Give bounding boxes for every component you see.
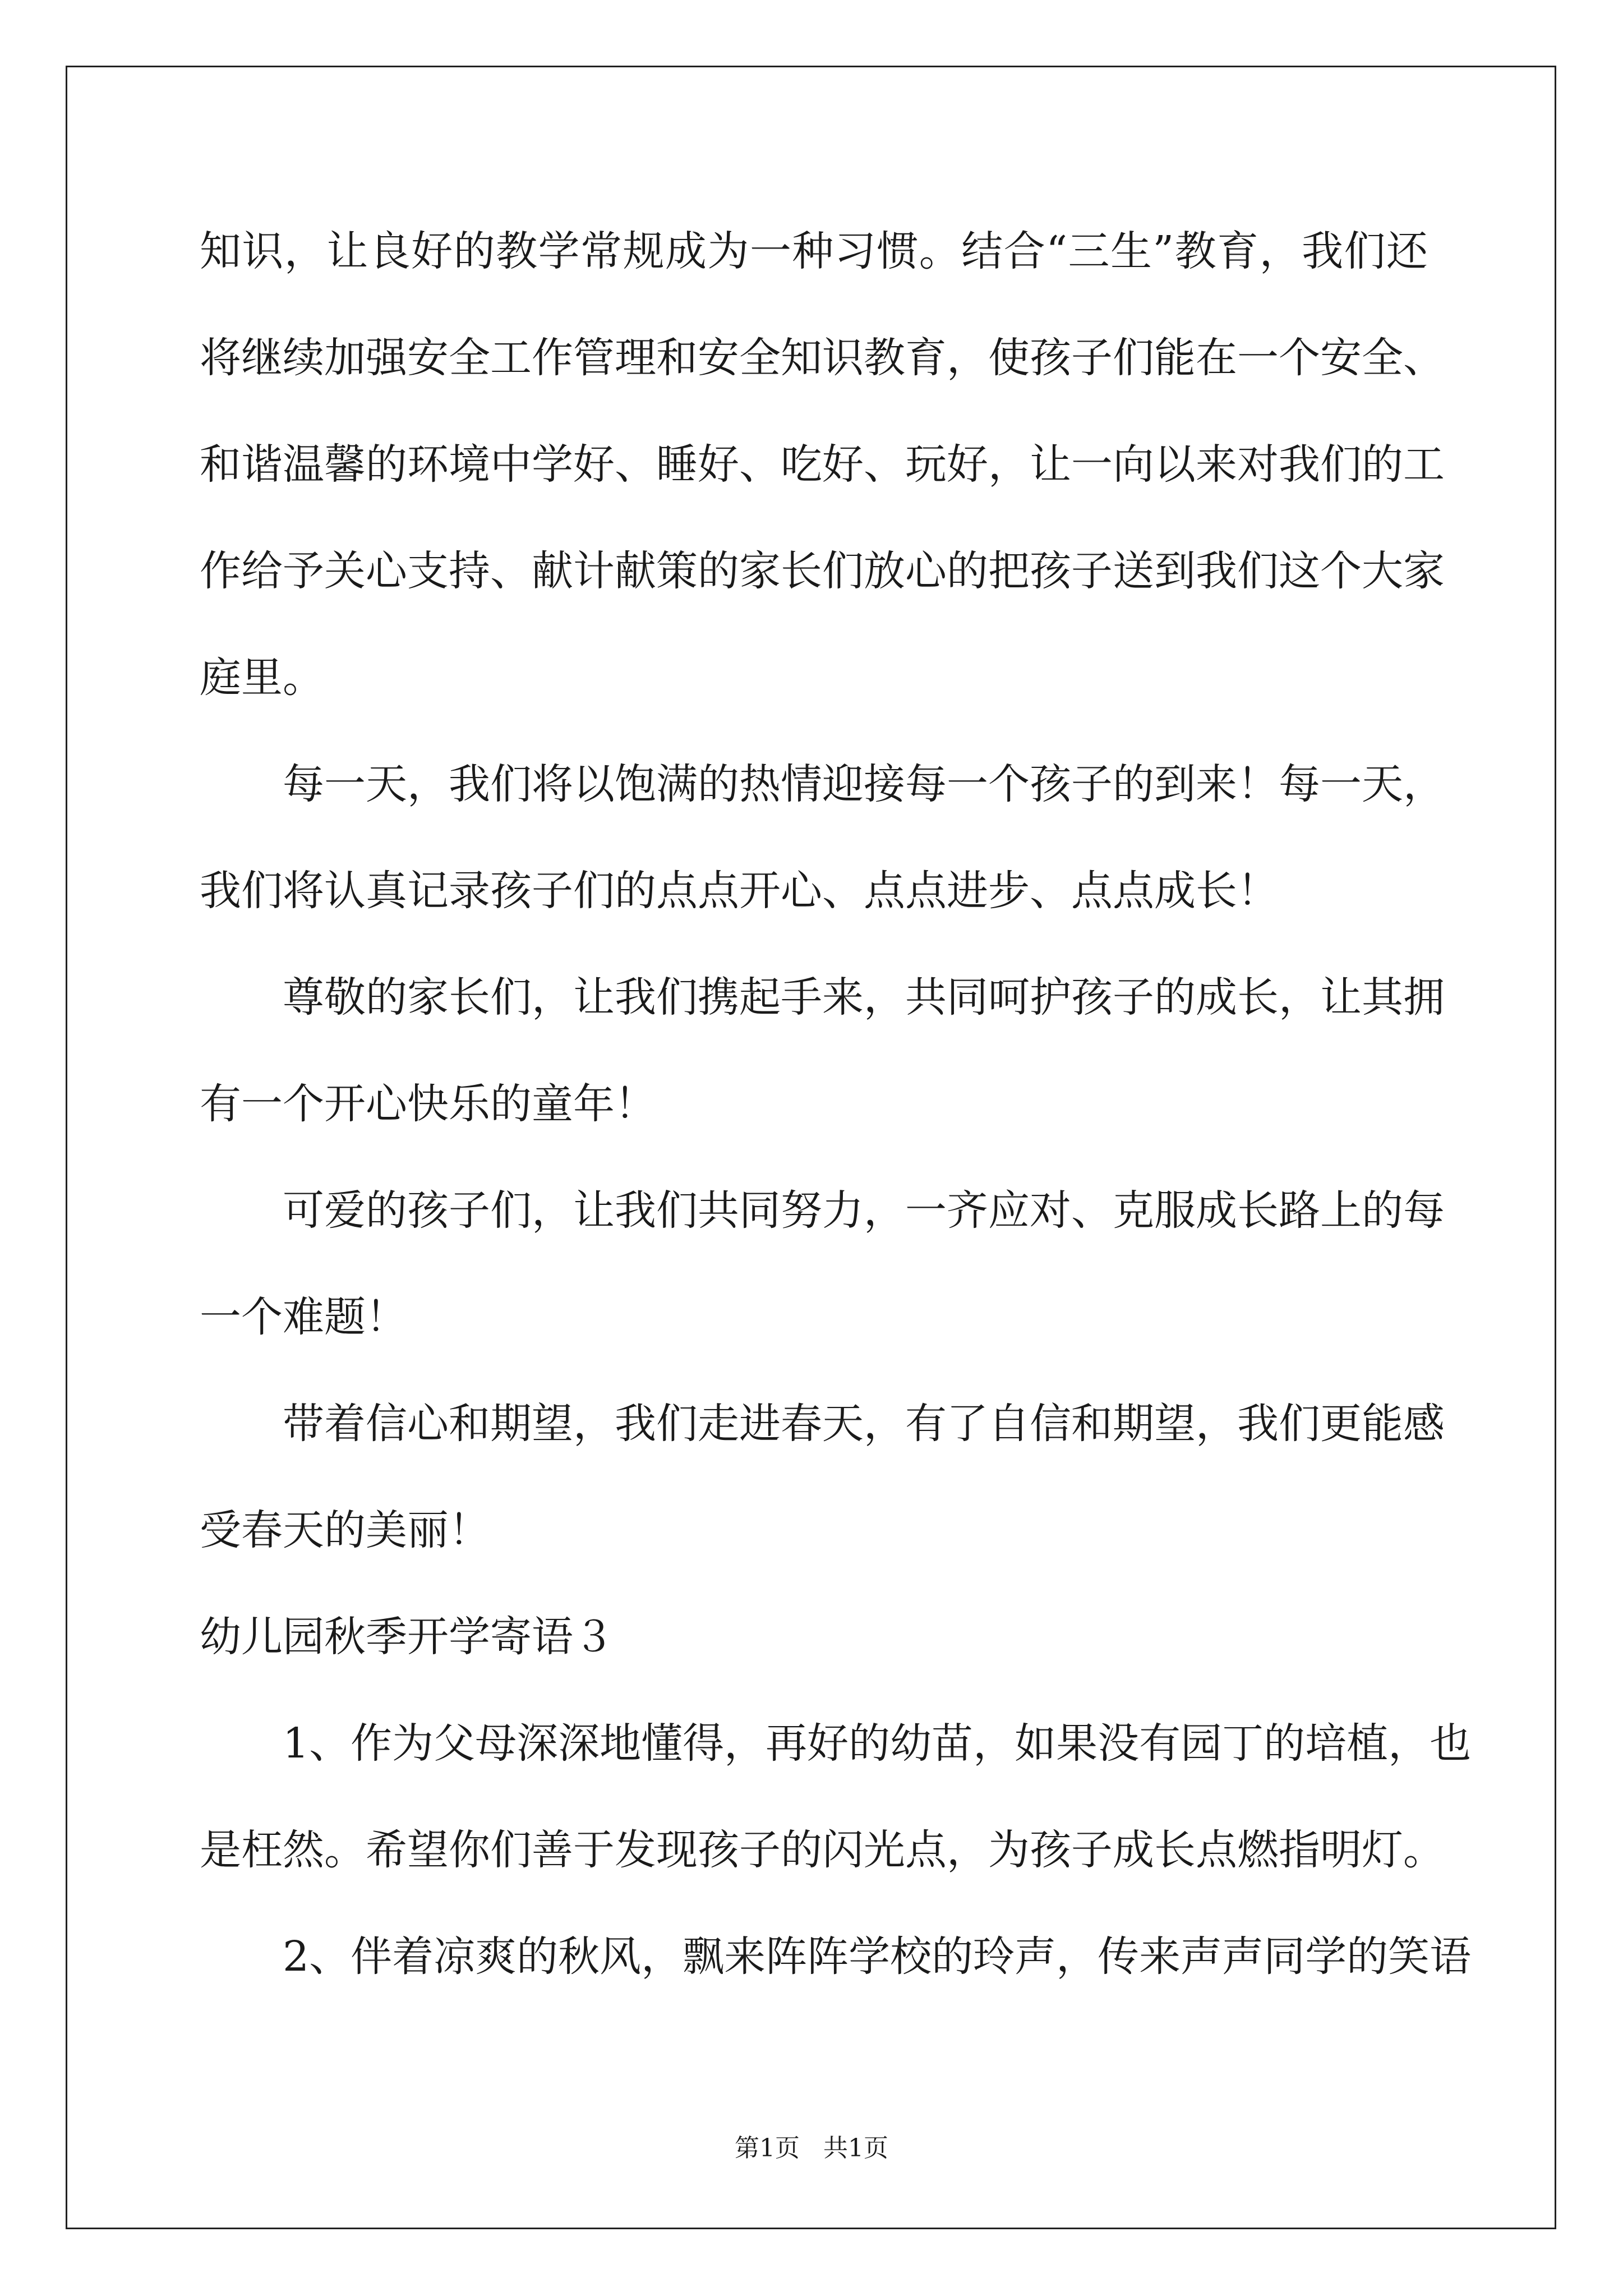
text-line: 是枉然。希望你们善于发现孩子的闪光点，为孩子成长点燃指明灯。	[200, 1826, 1445, 1874]
page-total: 共1页	[823, 2134, 888, 2162]
text-line: 和谐温馨的环境中学好、睡好、吃好、玩好，让一向以来对我们的工	[200, 440, 1445, 489]
text-line: 我们将认真记录孩子们的点点开心、点点进步、点点成长！	[200, 867, 1279, 915]
text-line: 一个难题！	[200, 1293, 407, 1341]
text-line: 将继续加强安全工作管理和安全知识教育，使孩子们能在一个安全、	[200, 334, 1445, 382]
paragraph-first-line: 尊敬的家长们，让我们携起手来，共同呵护孩子的成长，让其拥	[283, 973, 1445, 1022]
text-line: 庭里。	[200, 654, 324, 702]
text-line: 作给予关心支持、献计献策的家长们放心的把孩子送到我们这个大家	[200, 547, 1445, 595]
paragraph-first-line: 1、作为父母深深地懂得，再好的幼苗，如果没有园丁的培植，也	[283, 1719, 1472, 1768]
paragraph-first-line: 2、伴着凉爽的秋风，飘来阵阵学校的玲声，传来声声同学的笑语	[283, 1932, 1472, 1981]
page-number: 第1页	[735, 2134, 800, 2162]
paragraph-first-line: 带着信心和期望，我们走进春天，有了自信和期望，我们更能感	[283, 1400, 1445, 1448]
section-heading: 幼儿园秋季开学寄语３	[200, 1613, 615, 1661]
text-line: 有一个开心快乐的童年！	[200, 1080, 656, 1128]
paragraph-first-line: 可爱的孩子们，让我们共同努力，一齐应对、克服成长路上的每	[283, 1186, 1445, 1235]
text-line: 受春天的美丽！	[200, 1506, 490, 1554]
page-footer	[0, 2132, 1623, 2165]
paragraph-first-line: 每一天，我们将以饱满的热情迎接每一个孩子的到来！每一天，	[283, 760, 1445, 808]
text-line: 知识，让良好的教学常规成为一种习惯。结合“三生”教育，我们还	[200, 227, 1428, 275]
